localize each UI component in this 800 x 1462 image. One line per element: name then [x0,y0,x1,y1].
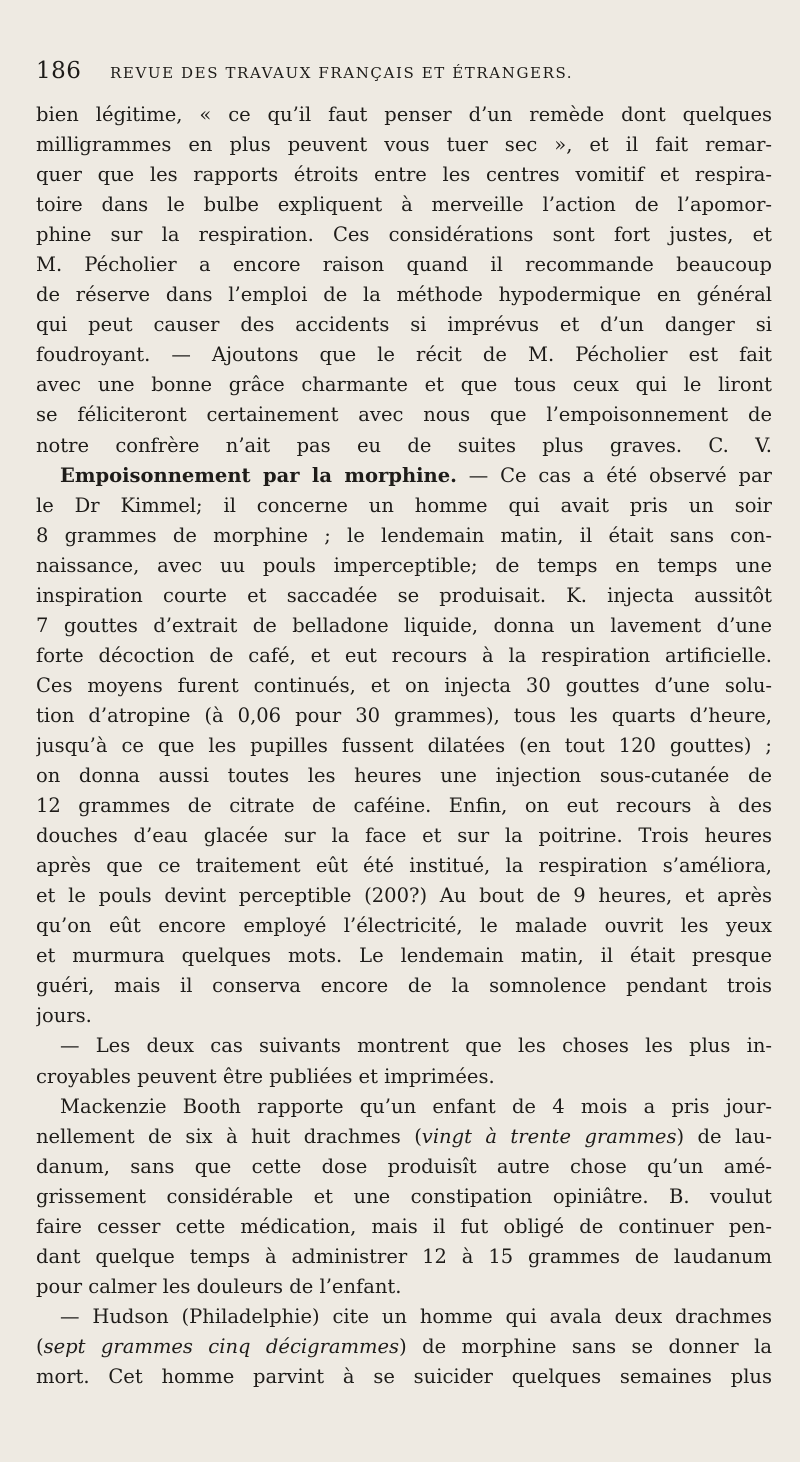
text-line [36,310,772,340]
section-heading: Empoisonnement par la morphine. [60,463,457,487]
text-line [36,881,772,911]
line-text: nellement de six à huit drachmes ( [36,1124,422,1148]
line-text: 8 grammes de morphine ; le lendemain matin, il était sans con- [36,523,772,547]
text-line [36,641,772,671]
text-line [36,521,772,551]
text-line [36,1362,772,1392]
line-text: Ces moyens furent continués, et on injecta 30 gouttes d’une solu- [36,673,772,697]
line-text: pour calmer les douleurs de l’enfant. [36,1274,402,1298]
text-line [36,611,772,641]
text-line [36,160,772,190]
line-text: mort. Cet homme parvint à se suicider quelques semaines plus [36,1364,772,1388]
line-text: se féliciteront certainement avec nous que l’empoisonnement de [36,403,772,427]
line-text: ( [36,1334,44,1358]
line-text: jours. [36,1004,92,1028]
text-line [36,851,772,881]
text-line [36,1092,772,1122]
line-text-after: ) de lau- [676,1124,772,1148]
line-text: on donna aussi toutes les heures une injection sous-cutanée de [36,764,772,788]
text-line [36,701,772,731]
line-text: 7 gouttes d’extrait de belladone liquide, donna un lavement d’une [36,613,772,637]
text-line [36,1332,772,1362]
line-text: guéri, mais il conserva encore de la somnolence pendant trois [36,974,772,998]
line-text: tion d’atropine (à 0,06 pour 30 grammes), tous les quarts d’heure, [36,703,772,727]
line-text: quer que les rapports étroits entre les centres vomitif et respira- [36,163,772,187]
line-text: Mackenzie Booth rapporte qu’un enfant de 4 mois a pris jour- [60,1094,772,1118]
line-text: douches d’eau glacée sur la face et sur la poitrine. Trois heures [36,824,772,848]
italic-gloss: sept grammes cinq décigrammes [43,1334,400,1358]
line-text: foudroyant. — Ajoutons que le récit de M. Pécholier est fait [36,343,772,367]
line-text: après que ce traitement eût été institué, la respiration s’améliora, [36,854,772,878]
line-text: faire cesser cette médication, mais il fut obligé de continuer pen- [36,1214,772,1238]
text-line [36,190,772,220]
text-line [36,280,772,310]
line-text: — Les deux cas suivants montrent que les choses les plus in- [60,1034,772,1058]
text-line [36,1242,772,1272]
line-text: danum, sans que cette dose produisît autre chose qu’un amé- [36,1154,772,1178]
text-line [36,461,772,491]
line-text: bien légitime, « ce qu’il faut penser d’un remède dont quelques [36,103,772,126]
text-line [36,971,772,1001]
text-line [36,1122,772,1152]
text-line [36,1302,772,1332]
text-line [36,761,772,791]
line-text: — Ce cas a été observé par [456,463,772,487]
line-text: dant quelque temps à administrer 12 à 15 grammes de laudanum [36,1244,772,1268]
line-text: avec une bonne grâce charmante et que tous ceux qui le liront [36,373,772,397]
text-line [36,220,772,250]
text-line [36,1001,772,1031]
line-text: phine sur la respiration. Ces considérations sont fort justes, et [36,223,772,247]
text-line [36,100,772,130]
text-line [36,1031,772,1061]
text-line [36,731,772,761]
text-line [36,400,772,430]
line-text: milligrammes en plus peuvent vous tuer sec », et il fait remar- [36,133,772,157]
text-line [36,821,772,851]
text-line [36,370,772,400]
text-line [36,250,772,280]
line-text: qui peut causer des accidents si imprévus et d’un danger si [36,313,772,337]
line-text: grissement considérable et une constipation opiniâtre. B. voulut [36,1184,772,1208]
line-text: et murmura quelques mots. Le lendemain matin, il était presque [36,944,772,968]
line-text: naissance, avec uu pouls imperceptible; de temps en temps une [36,553,772,577]
text-line [36,431,772,461]
line-text: le Dr Kimmel; il concerne un homme qui avait pris un soir [36,493,772,517]
text-line [36,1182,772,1212]
text-line [36,130,772,160]
text-line [36,1152,772,1182]
line-text: de réserve dans l’emploi de la méthode hypodermique en général [36,283,772,307]
text-line [36,1212,772,1242]
text-line [36,911,772,941]
text-line [36,1062,772,1092]
text-line [36,791,772,821]
text-line [36,340,772,370]
page-number: 186 [36,58,82,84]
line-text: notre confrère n’ait pas eu de suites plus graves. C. V. [36,433,772,457]
text-line [36,491,772,521]
line-text: M. Pécholier a encore raison quand il recommande beaucoup [36,253,772,277]
line-text: — Hudson (Philadelphie) cite un homme qui avala deux drachmes [60,1304,772,1328]
line-text: inspiration courte et saccadée se produisait. K. injecta aussitôt [36,583,772,607]
line-text: 12 grammes de citrate de caféine. Enfin, on eut recours à des [36,794,772,818]
line-text: et le pouls devint perceptible (200?) Au bout de 9 heures, et après [36,884,772,908]
text-line [36,581,772,611]
body-text [36,100,772,1392]
italic-gloss: vingt à trente grammes [421,1124,677,1148]
line-text: qu’on eût encore employé l’électricité, le malade ouvrit les yeux [36,914,772,938]
running-head: REVUE DES TRAVAUX FRANÇAIS ET ÉTRANGERS. [110,64,574,82]
text-line [36,941,772,971]
page-header [36,58,772,98]
line-text: jusqu’à ce que les pupilles fussent dilatées (en tout 120 gouttes) ; [36,733,772,757]
line-text-after: ) de morphine sans se donner la [399,1334,772,1358]
text-line [36,551,772,581]
text-line [36,1272,772,1302]
text-line [36,671,772,701]
line-text: forte décoction de café, et eut recours à la respiration artificielle. [36,643,772,667]
line-text: croyables peuvent être publiées et imprimées. [36,1064,495,1088]
line-text: toire dans le bulbe expliquent à merveille l’action de l’apomor- [36,193,772,217]
